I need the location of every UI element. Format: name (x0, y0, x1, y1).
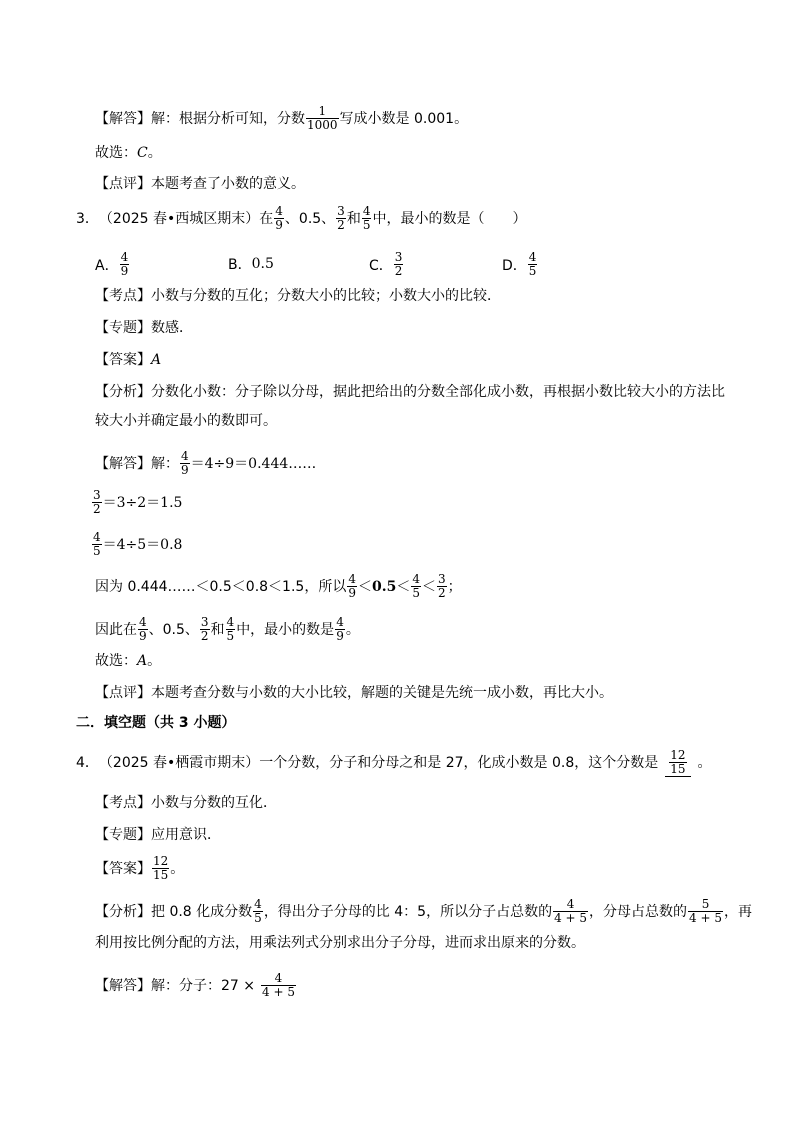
fraction: $\frac{4}{5}$ (362, 204, 371, 232)
fraction: $\frac{4}{5}$ (528, 250, 537, 278)
option-b: B． 0.5 (228, 256, 274, 273)
analysis-2: 较大小并确定最小的数即可。 (95, 413, 277, 429)
option-c: C． $\frac{3}{2}$ (369, 250, 403, 278)
because-line: 因为 0.444……＜0.5＜0.8＜1.5，所以 $\frac{4}{9}$ ＜ 0.5 ＜ $\frac{4}{5}$ ＜ $\frac{3}{2}$ ； (95, 572, 462, 600)
fraction: $\frac{12}{15}$ (153, 854, 169, 882)
fraction: $\frac{3}{2}$ (200, 615, 209, 643)
fraction: $\frac{4}{5}$ (254, 897, 262, 925)
answer-line-1 (95, 105, 468, 132)
knowledge-point-4: 【考点】 小数与分数的互化． (95, 795, 277, 811)
fraction: $\frac{4}{5}$ (412, 572, 420, 600)
answer: 【答案】 A (95, 352, 162, 368)
fraction: $\frac{4}{5}$ (93, 530, 101, 558)
fraction: $\frac{5}{4 + 5}$ (689, 897, 722, 925)
choice-line-2: 故选： A 。 (95, 653, 162, 669)
fraction: $\frac{4}{9}$ (336, 615, 344, 643)
question-number: 4． (76, 755, 99, 771)
fraction: $\frac{3}{2}$ (337, 204, 345, 232)
question-4: 4． （2025 春•栖霞市期末）一个分数，分子和分母之和是 27，化成小数是 0.8，这个分数是 $\frac{12}{15}$ 。 (76, 748, 712, 776)
knowledge-point: 【考点】 小数与分数的互化；分数大小的比较；小数大小的比较． (95, 288, 501, 304)
section-title: 二．填空题（共 3 小题） (76, 715, 236, 731)
answer-4: 【答案】 $\frac{12}{15}$ 。 (95, 854, 185, 882)
solution-line-1: 【解答】 解： $\frac{4}{9}$ ＝4÷9＝0.444…… (95, 449, 317, 477)
answer-text-2: 写成小数是 0.001。 (339, 110, 469, 127)
therefore-line: 因此在 $\frac{4}{9}$ 、0.5、 $\frac{3}{2}$ 和 $\frac{4}{5}$ 中，最小的数是 $\frac{4}{9}$ 。 (95, 615, 360, 643)
answer-tag: 【解答】 (95, 110, 151, 127)
fraction: $\frac{4}{9}$ (120, 250, 129, 278)
fraction: $\frac{3}{2}$ (437, 572, 446, 600)
question-3: 3． （2025 春•西城区期末）在 $\frac{4}{9}$ 、0.5、 $\frac{3}{2}$ 和 $\frac{4}{5}$ 中，最小的数是（ ） (76, 204, 527, 232)
topic: 【专题】 数感． (95, 320, 193, 336)
fraction: $\frac{3}{2}$ (394, 250, 403, 278)
fraction: $\frac{4}{9}$ (275, 204, 283, 232)
comment-line-2: 【点评】 本题考查分数与小数的大小比较，解题的关键是先统一成小数，再比大小。 (95, 685, 613, 701)
fraction: $\frac{4}{9}$ (139, 615, 147, 643)
comment-line-1: 【点评】 本题考查了小数的意义。 (95, 176, 305, 192)
answer-text: 解：根据分析可知，分数 (151, 110, 305, 127)
solution-line-3: $\frac{4}{5}$ ＝4÷5＝0.8 (93, 530, 183, 558)
solution-line-2: $\frac{3}{2}$ ＝3÷2＝1.5 (93, 488, 183, 516)
fraction: $\frac{1}{1000}$ (307, 104, 338, 132)
fraction: $\frac{4}{4 + 5}$ (262, 971, 295, 999)
option-a: A． $\frac{4}{9}$ (95, 250, 129, 278)
question-number: 3． (76, 210, 99, 227)
fraction: $\frac{3}{2}$ (93, 488, 101, 516)
fraction: $\frac{4}{4 + 5}$ (554, 897, 588, 925)
topic-4: 【专题】 应用意识． (95, 827, 221, 843)
analysis-4-1: 【分析】 把 0.8 化成分数 $\frac{4}{5}$ ，得出分子分母的比 4：5，所以分子占总数的 $\frac{4}{4 + 5}$ ，分母占总数的 $\frac{5}{4 + 5}$ ，再 (95, 897, 752, 925)
choice-line-1: 故选： C 。 (95, 145, 162, 161)
analysis-4-2: 利用按比例分配的方法，用乘法列式分别求出分子分母，进而求出原来的分数。 (95, 935, 585, 951)
analysis-1: 【分析】 分数化小数：分子除以分母，据此把给出的分数全部化成小数，再根据小数比较大小的方法比 (95, 384, 725, 400)
option-d: D． $\frac{4}{5}$ (502, 250, 537, 278)
fraction: $\frac{12}{15}$ (665, 749, 690, 777)
answer-blank (664, 749, 691, 777)
fraction: $\frac{4}{5}$ (226, 615, 235, 643)
fraction: $\frac{4}{9}$ (348, 572, 356, 600)
solution-4: 【解答】 解：分子：27 × $\frac{4}{4 + 5}$ (95, 971, 295, 999)
fraction: $\frac{4}{9}$ (181, 449, 189, 477)
